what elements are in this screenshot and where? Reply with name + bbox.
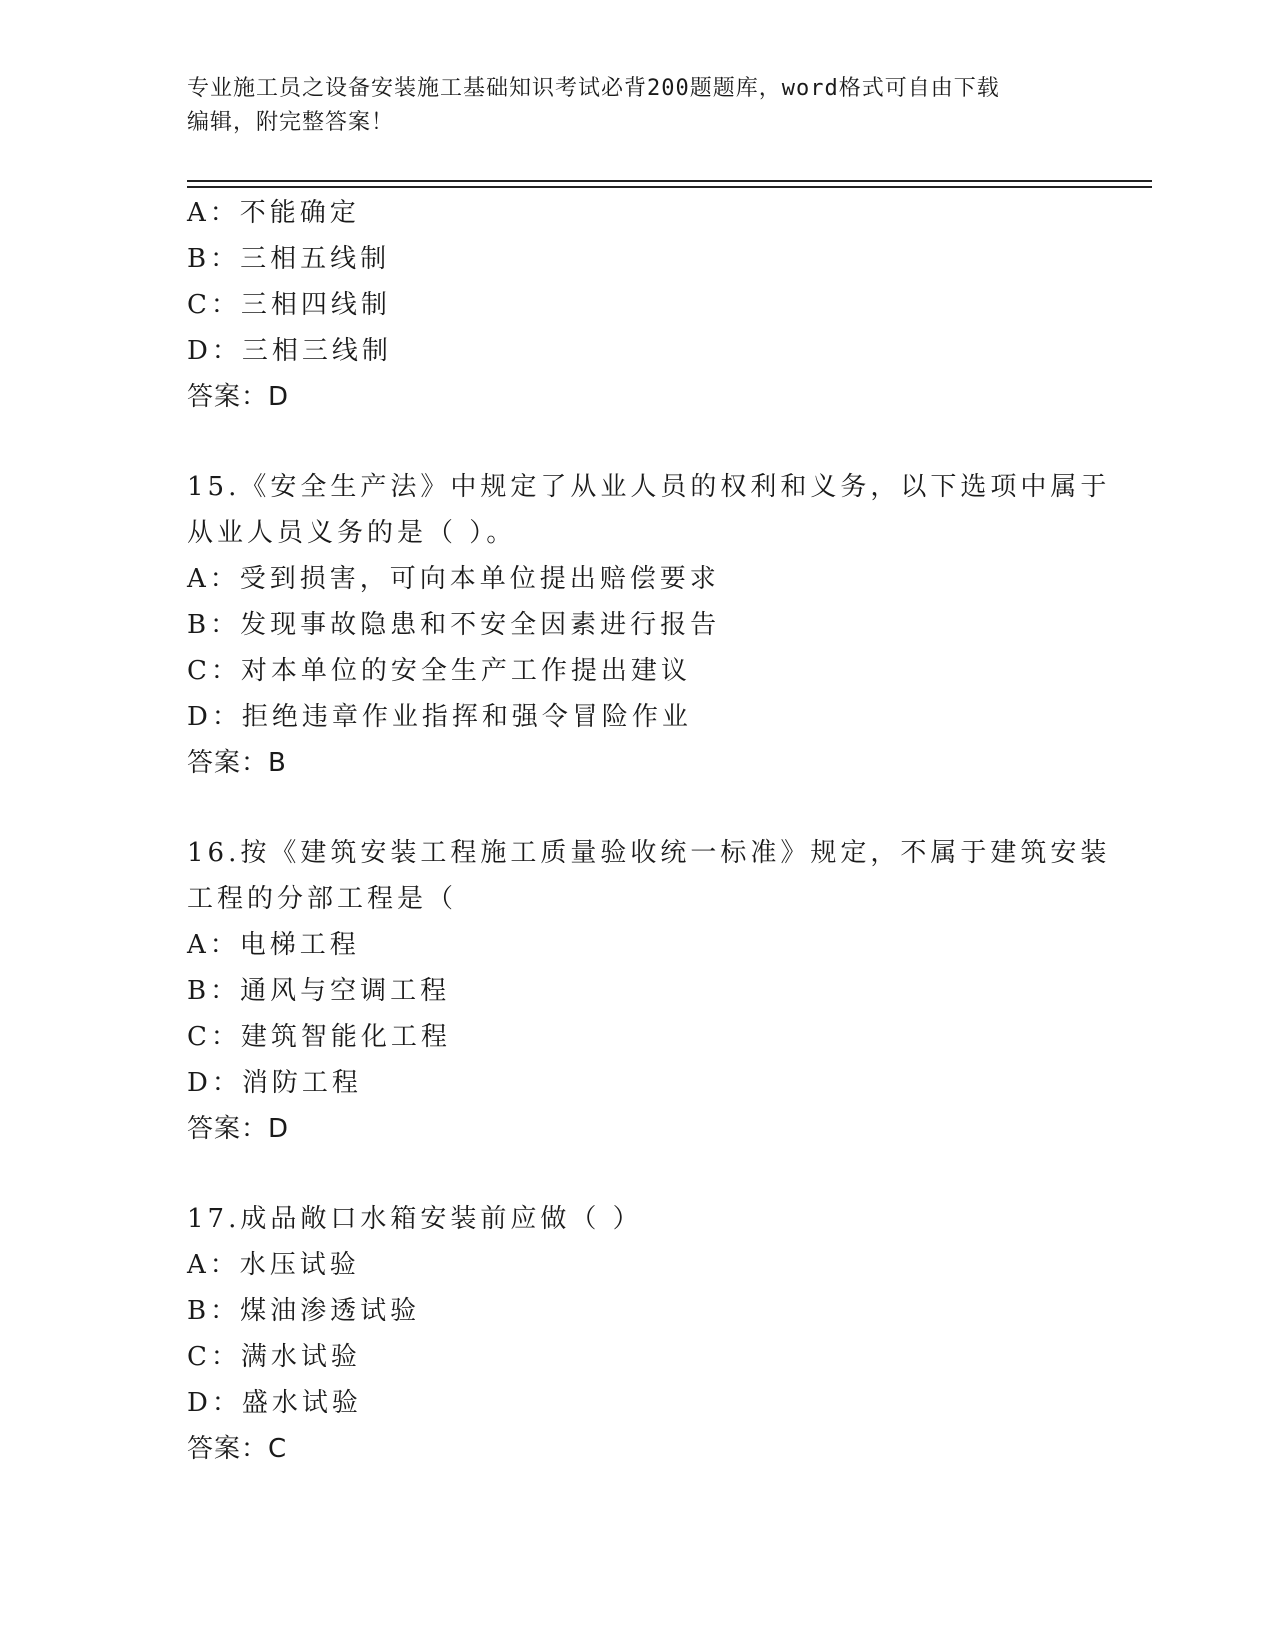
option-a: A：电梯工程	[187, 930, 360, 960]
question-16	[187, 830, 1111, 1152]
option-d: D：盛水试验	[187, 1388, 362, 1418]
option-c: C：三相四线制	[187, 290, 391, 320]
header-line-1: 专业施工员之设备安装施工基础知识考试必背200题题库，word格式可自由下载	[187, 76, 1000, 101]
option-d: D：三相三线制	[187, 336, 392, 366]
option-a: A：不能确定	[187, 198, 360, 228]
question-stem-continued: 工程的分部工程是（	[187, 884, 458, 914]
option-c: C：满水试验	[187, 1342, 361, 1372]
answer-label: 答案：D	[187, 382, 290, 412]
option-b: B：发现事故隐患和不安全因素进行报告	[187, 610, 721, 640]
question-stem: 16.按《建筑安装工程施工质量验收统一标准》规定，不属于建筑安装	[187, 838, 1111, 868]
option-d: D：消防工程	[187, 1068, 362, 1098]
option-c: C：建筑智能化工程	[187, 1022, 451, 1052]
option-a: A：受到损害，可向本单位提出赔偿要求	[187, 564, 720, 594]
question-14	[187, 190, 1087, 420]
option-d: D：拒绝违章作业指挥和强令冒险作业	[187, 702, 692, 732]
answer-label: 答案：B	[187, 748, 287, 778]
header-divider-top	[187, 180, 1152, 182]
header-line-2: 编辑，附完整答案！	[187, 110, 395, 135]
option-b: B：通风与空调工程	[187, 976, 451, 1006]
question-stem-continued: 从业人员义务的是（ ）。	[187, 518, 517, 548]
question-stem: 17.成品敞口水箱安装前应做（ ）	[187, 1204, 643, 1234]
answer-label: 答案：C	[187, 1434, 288, 1464]
option-b: B：煤油渗透试验	[187, 1296, 421, 1326]
question-list	[187, 190, 1111, 1516]
question-15	[187, 464, 1111, 786]
question-stem: 15.《安全生产法》中规定了从业人员的权利和义务，以下选项中属于	[187, 472, 1111, 502]
option-b: B：三相五线制	[187, 244, 391, 274]
option-c: C：对本单位的安全生产工作提出建议	[187, 656, 691, 686]
document-header	[187, 72, 1067, 140]
answer-label: 答案：D	[187, 1114, 290, 1144]
question-17	[187, 1196, 1087, 1472]
option-a: A：水压试验	[187, 1250, 360, 1280]
header-divider-bottom	[187, 186, 1152, 188]
